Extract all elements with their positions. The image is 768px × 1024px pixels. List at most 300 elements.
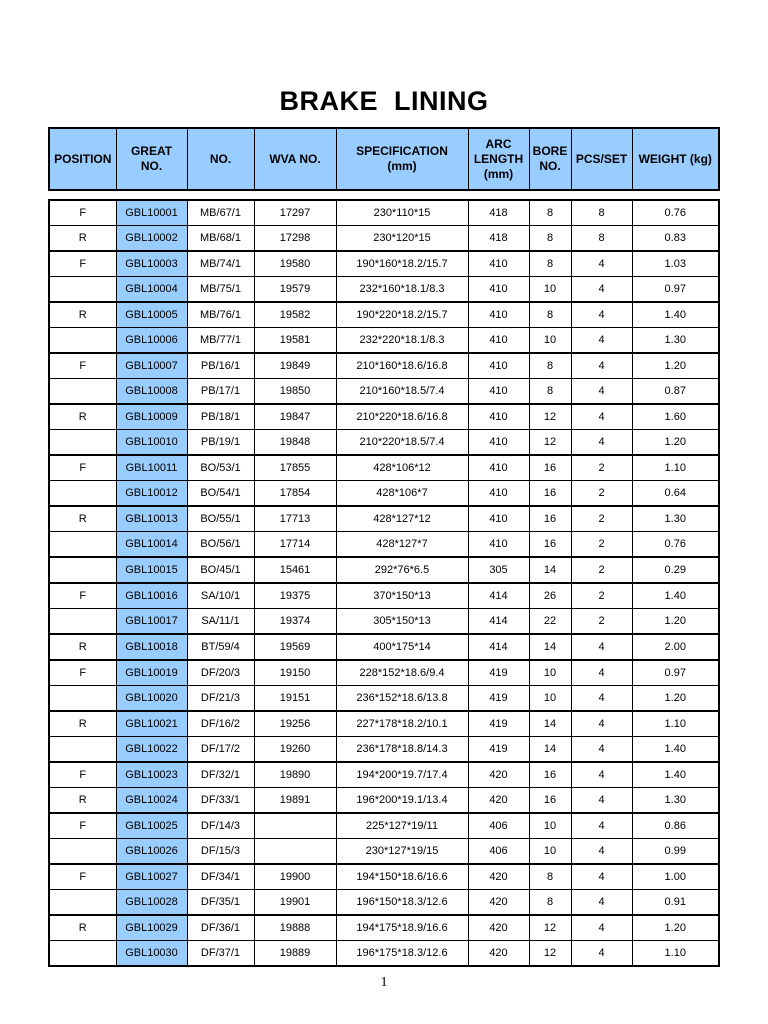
cell-spec: 228*152*18.6/9.4 bbox=[336, 660, 468, 686]
cell-pcs: 4 bbox=[571, 890, 632, 916]
column-header-arc bbox=[468, 128, 529, 190]
cell-pcs: 4 bbox=[571, 788, 632, 814]
cell-great: GBL10030 bbox=[116, 941, 187, 967]
cell-spec: 194*175*18.9/16.6 bbox=[336, 915, 468, 941]
table-row bbox=[49, 864, 719, 890]
table-row bbox=[49, 737, 719, 763]
table-row bbox=[49, 379, 719, 405]
column-header-pcs bbox=[571, 128, 632, 190]
cell-pcs: 4 bbox=[571, 737, 632, 763]
cell-great: GBL10004 bbox=[116, 277, 187, 303]
table-header bbox=[48, 127, 720, 191]
cell-no: PB/19/1 bbox=[187, 430, 254, 456]
cell-spec: 232*220*18.1/8.3 bbox=[336, 328, 468, 354]
cell-spec: 236*178*18.8/14.3 bbox=[336, 737, 468, 763]
cell-weight: 0.97 bbox=[632, 660, 719, 686]
column-header-line: BORE bbox=[532, 144, 568, 158]
cell-no: MB/75/1 bbox=[187, 277, 254, 303]
cell-arc: 410 bbox=[468, 455, 529, 481]
column-header-no bbox=[187, 128, 254, 190]
cell-bore: 14 bbox=[529, 711, 571, 737]
column-header-line: WEIGHT (kg) bbox=[638, 151, 712, 166]
table-row bbox=[49, 430, 719, 456]
cell-great: GBL10026 bbox=[116, 839, 187, 865]
cell-no: DF/20/3 bbox=[187, 660, 254, 686]
cell-spec: 428*127*7 bbox=[336, 532, 468, 558]
cell-great: GBL10017 bbox=[116, 609, 187, 635]
cell-weight: 1.40 bbox=[632, 737, 719, 763]
cell-wva: 17855 bbox=[254, 455, 336, 481]
cell-position: F bbox=[49, 251, 116, 277]
table-row bbox=[49, 302, 719, 328]
cell-bore: 14 bbox=[529, 737, 571, 763]
table-row bbox=[49, 455, 719, 481]
cell-position bbox=[49, 481, 116, 507]
cell-wva: 19375 bbox=[254, 583, 336, 609]
cell-spec: 210*220*18.5/7.4 bbox=[336, 430, 468, 456]
cell-wva: 17297 bbox=[254, 200, 336, 226]
cell-arc: 420 bbox=[468, 890, 529, 916]
table-row bbox=[49, 481, 719, 507]
cell-weight: 1.40 bbox=[632, 762, 719, 788]
cell-weight: 1.30 bbox=[632, 788, 719, 814]
cell-position bbox=[49, 686, 116, 712]
cell-arc: 419 bbox=[468, 737, 529, 763]
cell-bore: 10 bbox=[529, 813, 571, 839]
cell-no: DF/14/3 bbox=[187, 813, 254, 839]
cell-pcs: 2 bbox=[571, 609, 632, 635]
cell-spec: 196*150*18.3/12.6 bbox=[336, 890, 468, 916]
cell-weight: 1.10 bbox=[632, 455, 719, 481]
cell-arc: 414 bbox=[468, 583, 529, 609]
cell-wva: 19890 bbox=[254, 762, 336, 788]
cell-great: GBL10010 bbox=[116, 430, 187, 456]
cell-great: GBL10009 bbox=[116, 404, 187, 430]
cell-pcs: 4 bbox=[571, 328, 632, 354]
cell-bore: 16 bbox=[529, 481, 571, 507]
table-row bbox=[49, 660, 719, 686]
table-row bbox=[49, 788, 719, 814]
cell-position bbox=[49, 557, 116, 583]
cell-spec: 232*160*18.1/8.3 bbox=[336, 277, 468, 303]
column-header-weight bbox=[632, 128, 719, 190]
column-header-position bbox=[49, 128, 116, 190]
cell-great: GBL10013 bbox=[116, 506, 187, 532]
cell-wva: 19256 bbox=[254, 711, 336, 737]
cell-pcs: 4 bbox=[571, 711, 632, 737]
cell-great: GBL10011 bbox=[116, 455, 187, 481]
cell-great: GBL10019 bbox=[116, 660, 187, 686]
cell-arc: 406 bbox=[468, 839, 529, 865]
page-number: 1 bbox=[380, 975, 388, 990]
cell-weight: 1.40 bbox=[632, 583, 719, 609]
cell-pcs: 4 bbox=[571, 634, 632, 660]
cell-bore: 8 bbox=[529, 200, 571, 226]
cell-pcs: 4 bbox=[571, 813, 632, 839]
cell-arc: 410 bbox=[468, 532, 529, 558]
cell-pcs: 2 bbox=[571, 583, 632, 609]
table-row bbox=[49, 506, 719, 532]
cell-wva: 19151 bbox=[254, 686, 336, 712]
cell-position: R bbox=[49, 302, 116, 328]
cell-pcs: 4 bbox=[571, 941, 632, 967]
cell-great: GBL10016 bbox=[116, 583, 187, 609]
cell-wva: 19888 bbox=[254, 915, 336, 941]
column-header-line: NO. bbox=[140, 159, 163, 173]
table-row bbox=[49, 813, 719, 839]
cell-great: GBL10003 bbox=[116, 251, 187, 277]
cell-weight: 1.20 bbox=[632, 686, 719, 712]
cell-great: GBL10029 bbox=[116, 915, 187, 941]
cell-weight: 0.83 bbox=[632, 226, 719, 252]
cell-position: F bbox=[49, 200, 116, 226]
column-header-line: NO. bbox=[209, 151, 232, 166]
cell-weight: 1.20 bbox=[632, 430, 719, 456]
cell-weight: 1.20 bbox=[632, 609, 719, 635]
cell-wva: 19581 bbox=[254, 328, 336, 354]
cell-spec: 194*150*18.6/16.6 bbox=[336, 864, 468, 890]
cell-pcs: 2 bbox=[571, 506, 632, 532]
cell-no: SA/10/1 bbox=[187, 583, 254, 609]
cell-bore: 22 bbox=[529, 609, 571, 635]
cell-no: DF/37/1 bbox=[187, 941, 254, 967]
cell-weight: 0.29 bbox=[632, 557, 719, 583]
cell-great: GBL10018 bbox=[116, 634, 187, 660]
cell-bore: 8 bbox=[529, 353, 571, 379]
brake-lining-table bbox=[48, 199, 720, 967]
cell-arc: 406 bbox=[468, 813, 529, 839]
cell-arc: 419 bbox=[468, 711, 529, 737]
cell-great: GBL10027 bbox=[116, 864, 187, 890]
cell-wva: 19580 bbox=[254, 251, 336, 277]
cell-bore: 16 bbox=[529, 762, 571, 788]
cell-position: F bbox=[49, 813, 116, 839]
cell-weight: 2.00 bbox=[632, 634, 719, 660]
cell-pcs: 2 bbox=[571, 532, 632, 558]
cell-bore: 8 bbox=[529, 251, 571, 277]
cell-pcs: 4 bbox=[571, 404, 632, 430]
cell-arc: 410 bbox=[468, 506, 529, 532]
cell-bore: 8 bbox=[529, 890, 571, 916]
cell-arc: 419 bbox=[468, 660, 529, 686]
cell-great: GBL10023 bbox=[116, 762, 187, 788]
cell-great: GBL10021 bbox=[116, 711, 187, 737]
cell-pcs: 4 bbox=[571, 839, 632, 865]
table-row bbox=[49, 328, 719, 354]
cell-wva: 19849 bbox=[254, 353, 336, 379]
cell-bore: 12 bbox=[529, 430, 571, 456]
cell-weight: 0.86 bbox=[632, 813, 719, 839]
cell-position: F bbox=[49, 455, 116, 481]
cell-position: F bbox=[49, 353, 116, 379]
cell-no: BO/55/1 bbox=[187, 506, 254, 532]
cell-no: DF/16/2 bbox=[187, 711, 254, 737]
cell-pcs: 4 bbox=[571, 686, 632, 712]
cell-spec: 210*220*18.6/16.8 bbox=[336, 404, 468, 430]
cell-wva: 19579 bbox=[254, 277, 336, 303]
cell-arc: 410 bbox=[468, 404, 529, 430]
table-row bbox=[49, 634, 719, 660]
table-row bbox=[49, 711, 719, 737]
cell-bore: 8 bbox=[529, 226, 571, 252]
cell-pcs: 4 bbox=[571, 430, 632, 456]
cell-spec: 196*175*18.3/12.6 bbox=[336, 941, 468, 967]
cell-no: DF/35/1 bbox=[187, 890, 254, 916]
column-header-line: WVA NO. bbox=[269, 151, 321, 166]
cell-great: GBL10015 bbox=[116, 557, 187, 583]
cell-arc: 420 bbox=[468, 788, 529, 814]
table-row bbox=[49, 200, 719, 226]
cell-pcs: 4 bbox=[571, 353, 632, 379]
cell-spec: 428*106*7 bbox=[336, 481, 468, 507]
cell-great: GBL10020 bbox=[116, 686, 187, 712]
cell-great: GBL10008 bbox=[116, 379, 187, 405]
table-row bbox=[49, 532, 719, 558]
column-header-line: (mm) bbox=[387, 159, 417, 173]
cell-spec: 305*150*13 bbox=[336, 609, 468, 635]
cell-arc: 420 bbox=[468, 915, 529, 941]
cell-spec: 428*106*12 bbox=[336, 455, 468, 481]
cell-wva: 19847 bbox=[254, 404, 336, 430]
table-row bbox=[49, 251, 719, 277]
cell-bore: 16 bbox=[529, 455, 571, 481]
header-row bbox=[49, 128, 719, 190]
cell-weight: 1.20 bbox=[632, 915, 719, 941]
column-header-bore bbox=[529, 128, 571, 190]
cell-arc: 410 bbox=[468, 353, 529, 379]
cell-great: GBL10005 bbox=[116, 302, 187, 328]
cell-bore: 12 bbox=[529, 404, 571, 430]
cell-bore: 16 bbox=[529, 788, 571, 814]
cell-position bbox=[49, 277, 116, 303]
cell-spec: 210*160*18.6/16.8 bbox=[336, 353, 468, 379]
cell-weight: 1.30 bbox=[632, 328, 719, 354]
table-row bbox=[49, 583, 719, 609]
cell-wva: 17713 bbox=[254, 506, 336, 532]
cell-arc: 419 bbox=[468, 686, 529, 712]
cell-spec: 236*152*18.6/13.8 bbox=[336, 686, 468, 712]
cell-position bbox=[49, 430, 116, 456]
cell-weight: 0.87 bbox=[632, 379, 719, 405]
cell-great: GBL10001 bbox=[116, 200, 187, 226]
table-row bbox=[49, 277, 719, 303]
cell-pcs: 4 bbox=[571, 660, 632, 686]
cell-bore: 14 bbox=[529, 557, 571, 583]
column-header-line: LENGTH bbox=[473, 151, 524, 166]
cell-weight: 0.99 bbox=[632, 839, 719, 865]
cell-weight: 1.60 bbox=[632, 404, 719, 430]
cell-position bbox=[49, 328, 116, 354]
cell-pcs: 8 bbox=[571, 226, 632, 252]
cell-no: DF/17/2 bbox=[187, 737, 254, 763]
cell-position bbox=[49, 941, 116, 967]
cell-great: GBL10022 bbox=[116, 737, 187, 763]
cell-no: MB/67/1 bbox=[187, 200, 254, 226]
cell-weight: 1.30 bbox=[632, 506, 719, 532]
cell-no: MB/76/1 bbox=[187, 302, 254, 328]
column-header-line: SPECIFICATION bbox=[356, 144, 448, 158]
cell-no: DF/15/3 bbox=[187, 839, 254, 865]
cell-no: BO/54/1 bbox=[187, 481, 254, 507]
cell-bore: 12 bbox=[529, 915, 571, 941]
cell-great: GBL10002 bbox=[116, 226, 187, 252]
cell-wva: 17298 bbox=[254, 226, 336, 252]
table-row bbox=[49, 557, 719, 583]
cell-position: F bbox=[49, 583, 116, 609]
cell-wva: 19900 bbox=[254, 864, 336, 890]
cell-wva: 17714 bbox=[254, 532, 336, 558]
cell-arc: 420 bbox=[468, 762, 529, 788]
cell-no: BO/53/1 bbox=[187, 455, 254, 481]
cell-spec: 227*178*18.2/10.1 bbox=[336, 711, 468, 737]
cell-bore: 8 bbox=[529, 864, 571, 890]
cell-great: GBL10025 bbox=[116, 813, 187, 839]
cell-bore: 10 bbox=[529, 328, 571, 354]
cell-spec: 225*127*19/11 bbox=[336, 813, 468, 839]
cell-weight: 0.76 bbox=[632, 200, 719, 226]
cell-no: DF/34/1 bbox=[187, 864, 254, 890]
table-row bbox=[49, 226, 719, 252]
cell-arc: 420 bbox=[468, 941, 529, 967]
table-row bbox=[49, 609, 719, 635]
cell-great: GBL10024 bbox=[116, 788, 187, 814]
cell-weight: 0.91 bbox=[632, 890, 719, 916]
cell-pcs: 4 bbox=[571, 762, 632, 788]
cell-bore: 8 bbox=[529, 302, 571, 328]
cell-wva: 19850 bbox=[254, 379, 336, 405]
cell-spec: 370*150*13 bbox=[336, 583, 468, 609]
cell-great: GBL10028 bbox=[116, 890, 187, 916]
cell-spec: 196*200*19.1/13.4 bbox=[336, 788, 468, 814]
cell-spec: 210*160*18.5/7.4 bbox=[336, 379, 468, 405]
cell-bore: 10 bbox=[529, 839, 571, 865]
cell-arc: 410 bbox=[468, 302, 529, 328]
column-header-line: (mm) bbox=[483, 166, 514, 181]
cell-spec: 428*127*12 bbox=[336, 506, 468, 532]
cell-spec: 230*127*19/15 bbox=[336, 839, 468, 865]
cell-great: GBL10012 bbox=[116, 481, 187, 507]
cell-arc: 410 bbox=[468, 251, 529, 277]
table-row bbox=[49, 762, 719, 788]
cell-wva: 17854 bbox=[254, 481, 336, 507]
table-row bbox=[49, 686, 719, 712]
cell-bore: 10 bbox=[529, 660, 571, 686]
table-row bbox=[49, 941, 719, 967]
cell-position: R bbox=[49, 915, 116, 941]
cell-bore: 26 bbox=[529, 583, 571, 609]
cell-position: R bbox=[49, 226, 116, 252]
column-header-line: POSITION bbox=[54, 151, 112, 166]
cell-no: PB/16/1 bbox=[187, 353, 254, 379]
cell-wva: 19374 bbox=[254, 609, 336, 635]
cell-arc: 410 bbox=[468, 328, 529, 354]
cell-pcs: 4 bbox=[571, 251, 632, 277]
cell-weight: 1.10 bbox=[632, 711, 719, 737]
cell-bore: 10 bbox=[529, 277, 571, 303]
cell-arc: 418 bbox=[468, 226, 529, 252]
table-row bbox=[49, 353, 719, 379]
cell-wva: 19150 bbox=[254, 660, 336, 686]
cell-position: R bbox=[49, 634, 116, 660]
cell-no: PB/18/1 bbox=[187, 404, 254, 430]
cell-wva: 19569 bbox=[254, 634, 336, 660]
cell-bore: 10 bbox=[529, 686, 571, 712]
cell-weight: 0.76 bbox=[632, 532, 719, 558]
cell-no: MB/77/1 bbox=[187, 328, 254, 354]
cell-arc: 420 bbox=[468, 864, 529, 890]
cell-arc: 410 bbox=[468, 481, 529, 507]
cell-wva bbox=[254, 839, 336, 865]
column-header-line: ARC bbox=[485, 136, 512, 151]
table-row bbox=[49, 915, 719, 941]
cell-great: GBL10006 bbox=[116, 328, 187, 354]
cell-no: DF/36/1 bbox=[187, 915, 254, 941]
cell-no: BO/45/1 bbox=[187, 557, 254, 583]
cell-position: R bbox=[49, 404, 116, 430]
cell-position: F bbox=[49, 762, 116, 788]
column-header-wva bbox=[254, 128, 336, 190]
cell-position: R bbox=[49, 711, 116, 737]
cell-spec: 400*175*14 bbox=[336, 634, 468, 660]
cell-arc: 305 bbox=[468, 557, 529, 583]
cell-position: F bbox=[49, 864, 116, 890]
cell-position bbox=[49, 379, 116, 405]
cell-bore: 12 bbox=[529, 941, 571, 967]
cell-spec: 190*160*18.2/15.7 bbox=[336, 251, 468, 277]
cell-wva bbox=[254, 813, 336, 839]
cell-no: DF/21/3 bbox=[187, 686, 254, 712]
cell-position: F bbox=[49, 660, 116, 686]
cell-position: R bbox=[49, 788, 116, 814]
cell-pcs: 8 bbox=[571, 200, 632, 226]
column-header-spec bbox=[336, 128, 468, 190]
cell-pcs: 4 bbox=[571, 915, 632, 941]
cell-wva: 19889 bbox=[254, 941, 336, 967]
cell-no: MB/74/1 bbox=[187, 251, 254, 277]
cell-pcs: 4 bbox=[571, 302, 632, 328]
cell-bore: 8 bbox=[529, 379, 571, 405]
cell-wva: 19582 bbox=[254, 302, 336, 328]
cell-wva: 19891 bbox=[254, 788, 336, 814]
cell-arc: 414 bbox=[468, 634, 529, 660]
cell-no: BO/56/1 bbox=[187, 532, 254, 558]
cell-spec: 292*76*6.5 bbox=[336, 557, 468, 583]
column-header-great bbox=[116, 128, 187, 190]
cell-spec: 194*200*19.7/17.4 bbox=[336, 762, 468, 788]
cell-wva: 19848 bbox=[254, 430, 336, 456]
cell-weight: 0.97 bbox=[632, 277, 719, 303]
cell-pcs: 2 bbox=[571, 455, 632, 481]
cell-wva: 19260 bbox=[254, 737, 336, 763]
cell-wva: 19901 bbox=[254, 890, 336, 916]
cell-wva: 15461 bbox=[254, 557, 336, 583]
cell-no: BT/59/4 bbox=[187, 634, 254, 660]
column-header-line: GREAT bbox=[130, 144, 173, 158]
cell-position bbox=[49, 890, 116, 916]
cell-no: MB/68/1 bbox=[187, 226, 254, 252]
cell-no: DF/33/1 bbox=[187, 788, 254, 814]
table-row bbox=[49, 404, 719, 430]
cell-position bbox=[49, 609, 116, 635]
cell-pcs: 4 bbox=[571, 277, 632, 303]
cell-great: GBL10014 bbox=[116, 532, 187, 558]
cell-arc: 410 bbox=[468, 379, 529, 405]
column-header-line: PCS/SET bbox=[575, 151, 628, 166]
cell-weight: 1.00 bbox=[632, 864, 719, 890]
cell-bore: 14 bbox=[529, 634, 571, 660]
cell-spec: 230*110*15 bbox=[336, 200, 468, 226]
cell-pcs: 2 bbox=[571, 481, 632, 507]
